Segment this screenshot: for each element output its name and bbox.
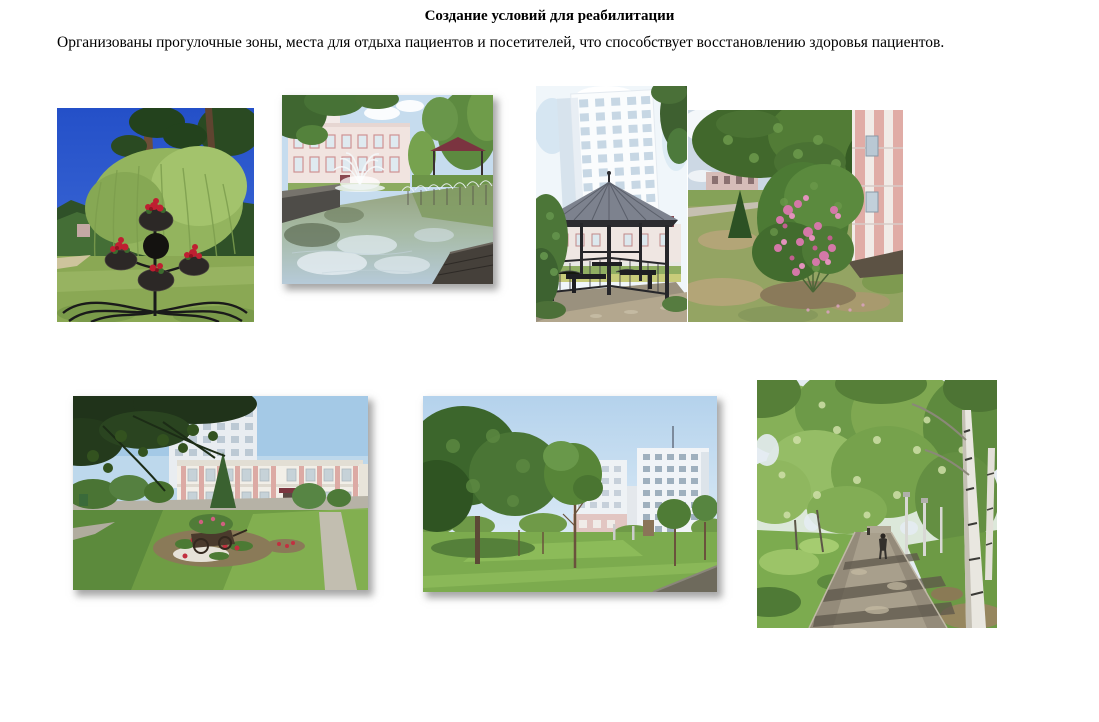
courtyard-illustration bbox=[73, 396, 368, 590]
photo-park-lawn[interactable] bbox=[423, 396, 717, 592]
photo-courtyard[interactable] bbox=[73, 396, 368, 590]
pond-illustration bbox=[282, 95, 493, 284]
flower-stand-illustration bbox=[57, 108, 254, 322]
park-lawn-illustration bbox=[423, 396, 717, 592]
rose-bush-illustration bbox=[688, 110, 903, 322]
photo-birch-alley[interactable] bbox=[757, 380, 997, 628]
intro-paragraph: Организованы прогулочные зоны, места для отдыха пациентов и посетителей, что способствует восстановлению здоровья пациентов. bbox=[57, 34, 945, 51]
birch-alley-illustration bbox=[757, 380, 997, 628]
photo-flower-stand[interactable] bbox=[57, 108, 254, 322]
photo-rose-bush[interactable] bbox=[688, 110, 903, 322]
photo-pond-fountains[interactable] bbox=[282, 95, 493, 284]
page-title: Создание условий для реабилитации bbox=[424, 8, 675, 24]
photo-gazebo[interactable] bbox=[536, 86, 687, 322]
gazebo-illustration bbox=[536, 86, 687, 322]
